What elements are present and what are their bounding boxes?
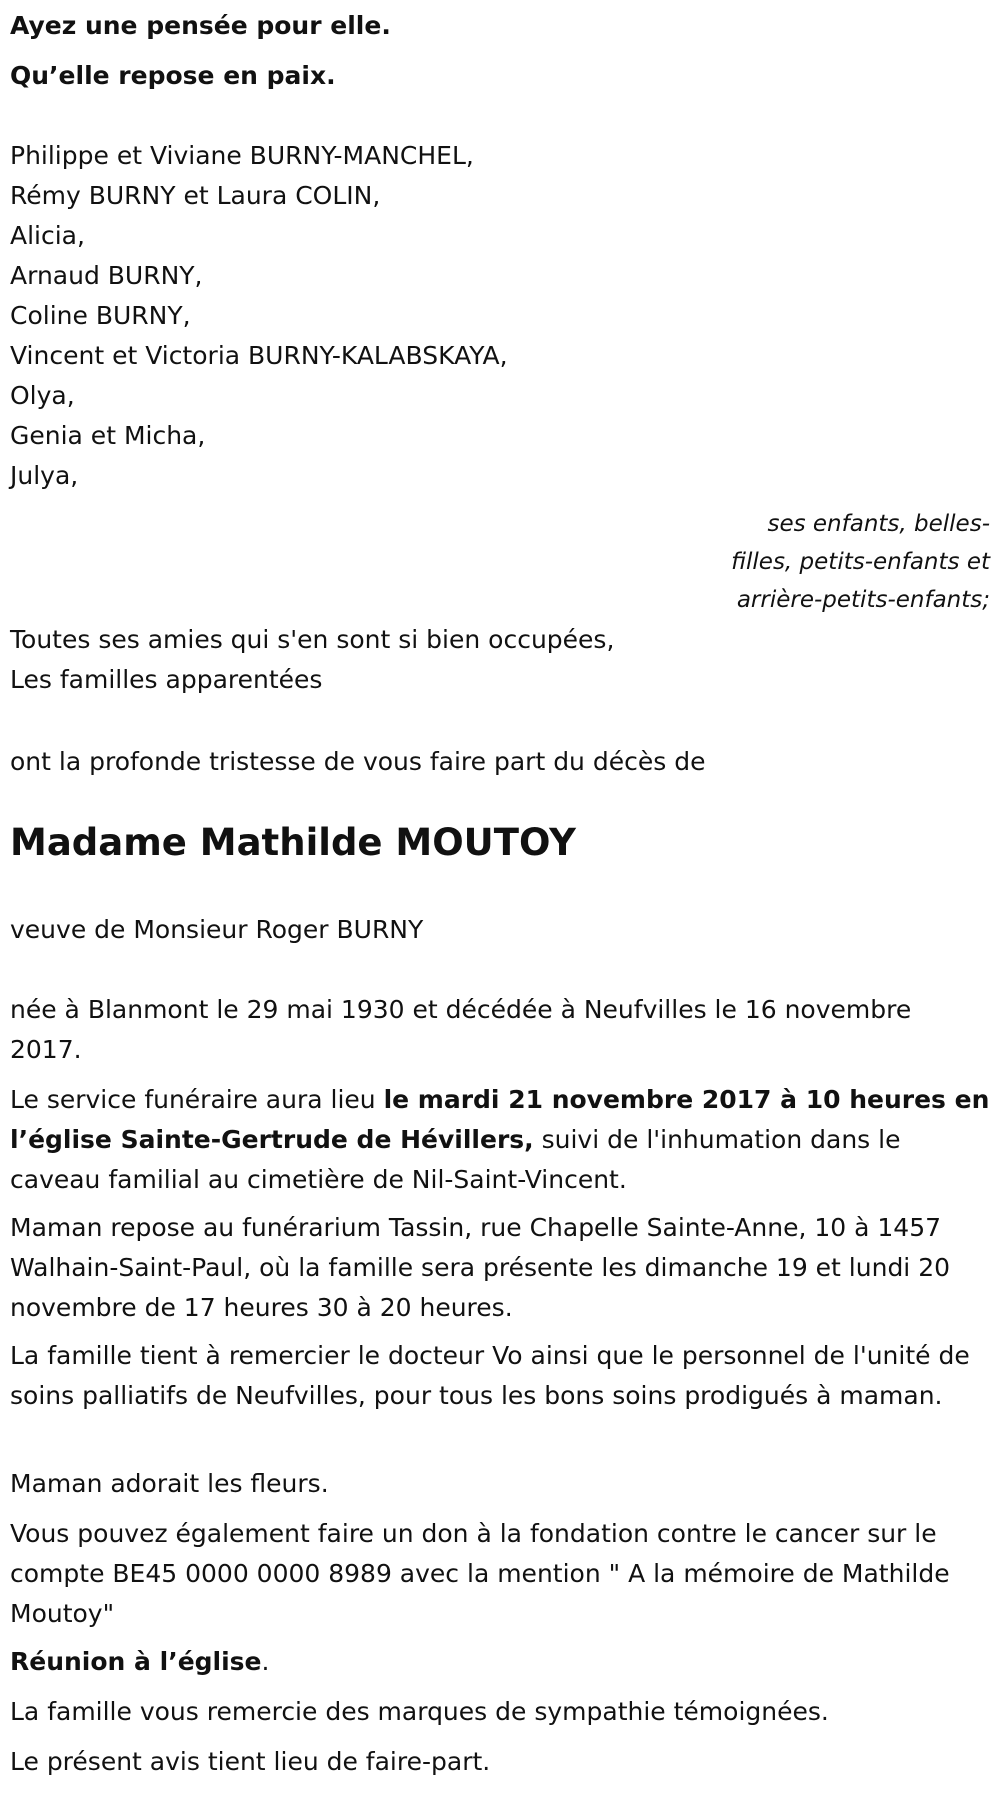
- service-info: [10, 1080, 990, 1200]
- family-member: Arnaud BURNY,: [10, 261, 203, 290]
- header-line-2: Qu’elle repose en paix.: [10, 61, 336, 90]
- header-line-1: Ayez une pensée pour elle.: [10, 11, 391, 40]
- obituary-page: [10, 0, 990, 1800]
- family-member: Rémy BURNY et Laura COLIN,: [10, 181, 381, 210]
- family-member: Coline BURNY,: [10, 301, 191, 330]
- flowers-note: Maman adorait les fleurs.: [10, 1469, 329, 1498]
- donation-info: Vous pouvez également faire un don à la fondation contre le cancer sur le compte BE45 0000 0000 8989 avec la mention " A la mémoire de Mathilde Moutoy": [10, 1519, 950, 1628]
- meeting-suffix: .: [261, 1647, 270, 1676]
- birth-death: née à Blanmont le 29 mai 1930 et décédée à Neufvilles le 16 novembre 2017.: [10, 995, 912, 1064]
- decedent-name: Madame Mathilde MOUTOY: [10, 821, 576, 864]
- family-member: Julya,: [10, 461, 79, 490]
- meeting-note: [10, 1642, 990, 1682]
- widow-of: veuve de Monsieur Roger BURNY: [10, 915, 424, 944]
- meeting-label: Réunion à l’église: [10, 1647, 262, 1676]
- notice-line: Le présent avis tient lieu de faire-part.: [10, 1747, 491, 1776]
- funerarium-info: Maman repose au funérarium Tassin, rue Chapelle Sainte-Anne, 10 à 1457 Walhain-Saint-Paul, où la famille sera présente les dimanche 19 et lundi 20 novembre de 17 heures 30 à 20 heures.: [10, 1213, 951, 1322]
- thanks-doctor: La famille tient à remercier le docteur Vo ainsi que le personnel de l'unité de soins palliatifs de Neufvilles, pour tous les bons soins prodigués à maman.: [10, 1341, 970, 1410]
- family-member: Genia et Micha,: [10, 421, 206, 450]
- family-member-list: [10, 136, 508, 496]
- relatives-line: Les familles apparentées: [10, 665, 323, 694]
- family-relation: ses enfants, belles-filles, petits-enfants et arrière-petits-enfants;: [731, 511, 990, 613]
- service-date-location: le mardi 21 novembre 2017 à 10 heures en l’église Sainte-Gertrude de Hévillers,: [10, 1085, 990, 1154]
- family-member: Vincent et Victoria BURNY-KALABSKAYA,: [10, 341, 508, 370]
- service-prefix: Le service funéraire aura lieu: [10, 1085, 384, 1114]
- service-suffix: suivi de l'inhumation dans le caveau familial au cimetière de Nil-Saint-Vincent.: [10, 1125, 901, 1194]
- friends-line: Toutes ses amies qui s'en sont si bien occupées,: [10, 625, 615, 654]
- family-member: Olya,: [10, 381, 75, 410]
- thanks-sympathy: La famille vous remercie des marques de sympathie témoignées.: [10, 1697, 829, 1726]
- family-member: Philippe et Viviane BURNY-MANCHEL,: [10, 141, 474, 170]
- announcement-intro: ont la profonde tristesse de vous faire part du décès de: [10, 747, 706, 776]
- family-member: Alicia,: [10, 221, 85, 250]
